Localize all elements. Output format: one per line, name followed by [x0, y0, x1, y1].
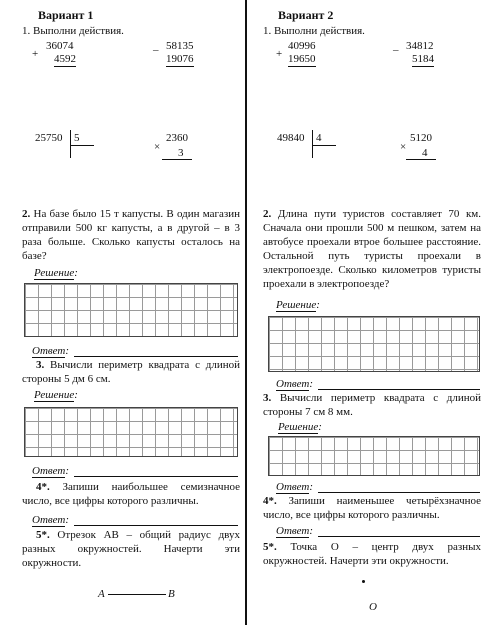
v2-task1-label: 1. Выполни действия. — [263, 25, 365, 37]
v1-answer-line-2 — [74, 476, 238, 477]
v1-task5 — [22, 528, 240, 570]
v2-grid-1 — [268, 316, 480, 372]
v1-task2-num: 2. — [22, 208, 31, 220]
v2-task5-text: Точка O – центр двух разных окружностей. Начерти эти окружности. — [263, 541, 481, 567]
v1-title: Вариант 1 — [38, 8, 94, 22]
v1-task5-text: Отрезок AB – общий радиус двух разных окружностей. Начерти эти окружности. — [22, 529, 240, 569]
v2-answer-line-3 — [318, 536, 480, 537]
v2-grid-2 — [268, 436, 480, 476]
v2-add-b: 19650 — [288, 53, 316, 65]
v1-answer-line-3 — [74, 525, 238, 526]
v1-sub-sign: – — [153, 44, 159, 56]
v2-title: Вариант 2 — [278, 8, 334, 22]
v2-center-dot — [362, 580, 365, 583]
v2-div-dividend: 49840 — [277, 132, 305, 144]
v2-task4-num: 4*. — [263, 495, 277, 507]
v1-grid-1 — [24, 283, 238, 337]
v1-task2-text: На базе было 15 т капусты. В один магазин отправили 500 кг капусты, а в другой – в 3 раза больше. Сколько капусты осталось на базе? — [22, 208, 241, 262]
v1-div-divisor: 5 — [74, 132, 80, 144]
v1-div-bar — [70, 130, 71, 158]
v1-segment-ab — [108, 594, 166, 595]
v2-task3 — [263, 391, 481, 419]
v2-task2 — [263, 207, 481, 291]
v2-sub-sign: – — [393, 44, 399, 56]
v2-answer-line-1 — [318, 389, 480, 390]
v2-answer-label-2: Ответ: — [276, 481, 314, 493]
v2-mul-a: 5120 — [410, 132, 432, 144]
v1-add-sign: + — [32, 48, 39, 60]
v1-mul-b: 3 — [178, 147, 184, 159]
v2-answer-line-2 — [318, 492, 480, 493]
v1-task3-num: 3. — [36, 359, 45, 371]
v1-mul-sign: × — [154, 141, 161, 153]
v1-answer-label-2: Ответ: — [32, 465, 70, 477]
v2-add-sign: + — [276, 48, 283, 60]
v2-add-a: 40996 — [288, 40, 316, 52]
v1-div-underline — [70, 145, 94, 146]
v1-task4-num: 4*. — [36, 481, 50, 493]
v2-div-divisor: 4 — [316, 132, 322, 144]
v2-task4-text: Запиши наименьшее четырёхзначное число, все цифры которого различны. — [263, 495, 482, 521]
v2-point-o: O — [369, 601, 377, 613]
v1-task1-label: 1. Выполни действия. — [22, 25, 124, 37]
v1-mul-underline — [162, 159, 192, 160]
v1-add-a: 36074 — [46, 40, 74, 52]
v2-sub-a: 34812 — [406, 40, 434, 52]
v2-mul-underline — [406, 159, 436, 160]
v1-answer-label-3: Ответ: — [32, 514, 70, 526]
v1-answer-line-1 — [74, 356, 238, 357]
v2-mul-b: 4 — [422, 147, 428, 159]
v1-point-a: A — [98, 588, 105, 600]
v1-grid-2 — [24, 407, 238, 457]
column-divider — [245, 0, 247, 625]
v2-task4 — [263, 494, 481, 522]
v1-task5-num: 5*. — [36, 529, 50, 541]
v1-sub-a: 58135 — [166, 40, 194, 52]
v2-task3-text: Вычисли периметр квадрата с длиной стороны 7 см 8 мм. — [263, 392, 481, 418]
v1-task3 — [22, 358, 240, 386]
v2-solution-label-1: Решение: — [276, 299, 320, 311]
v1-answer-label-1: Ответ: — [32, 345, 70, 357]
v1-add-b: 4592 — [54, 53, 76, 65]
v2-sub-b: 5184 — [412, 53, 434, 65]
v1-div-dividend: 25750 — [35, 132, 63, 144]
v1-point-b: B — [168, 588, 175, 600]
v2-task5 — [263, 540, 481, 568]
v1-solution-label-1: Решение: — [34, 267, 78, 279]
v1-task4-text: Запиши наибольшее семизначное число, все цифры которого различны. — [22, 481, 240, 507]
v2-solution-label-2: Решение: — [278, 421, 322, 433]
v2-answer-label-3: Ответ: — [276, 525, 314, 537]
v2-div-bar — [312, 130, 313, 158]
v1-task3-text: Вычисли периметр квадрата с длиной стороны 5 дм 6 см. — [22, 359, 240, 385]
v2-div-underline — [312, 145, 336, 146]
v2-task5-num: 5*. — [263, 541, 277, 553]
v1-sub-b: 19076 — [166, 53, 194, 65]
v1-task4 — [22, 480, 240, 508]
v1-solution-label-2: Решение: — [34, 389, 78, 401]
v2-task3-num: 3. — [263, 392, 272, 404]
v1-task2 — [22, 207, 240, 263]
v1-mul-a: 2360 — [166, 132, 188, 144]
v2-answer-label-1: Ответ: — [276, 378, 314, 390]
v2-task2-text: Длина пути туристов составляет 70 км. Сначала они прошли 500 м пешком, затем на автобусе проехали втрое большее расстояние. Остальной путь туристы проехали в электропоезде. Сколько километров туристы проехали в электропоезде? — [263, 208, 481, 290]
v2-task2-num: 2. — [263, 208, 272, 220]
v2-mul-sign: × — [400, 141, 407, 153]
